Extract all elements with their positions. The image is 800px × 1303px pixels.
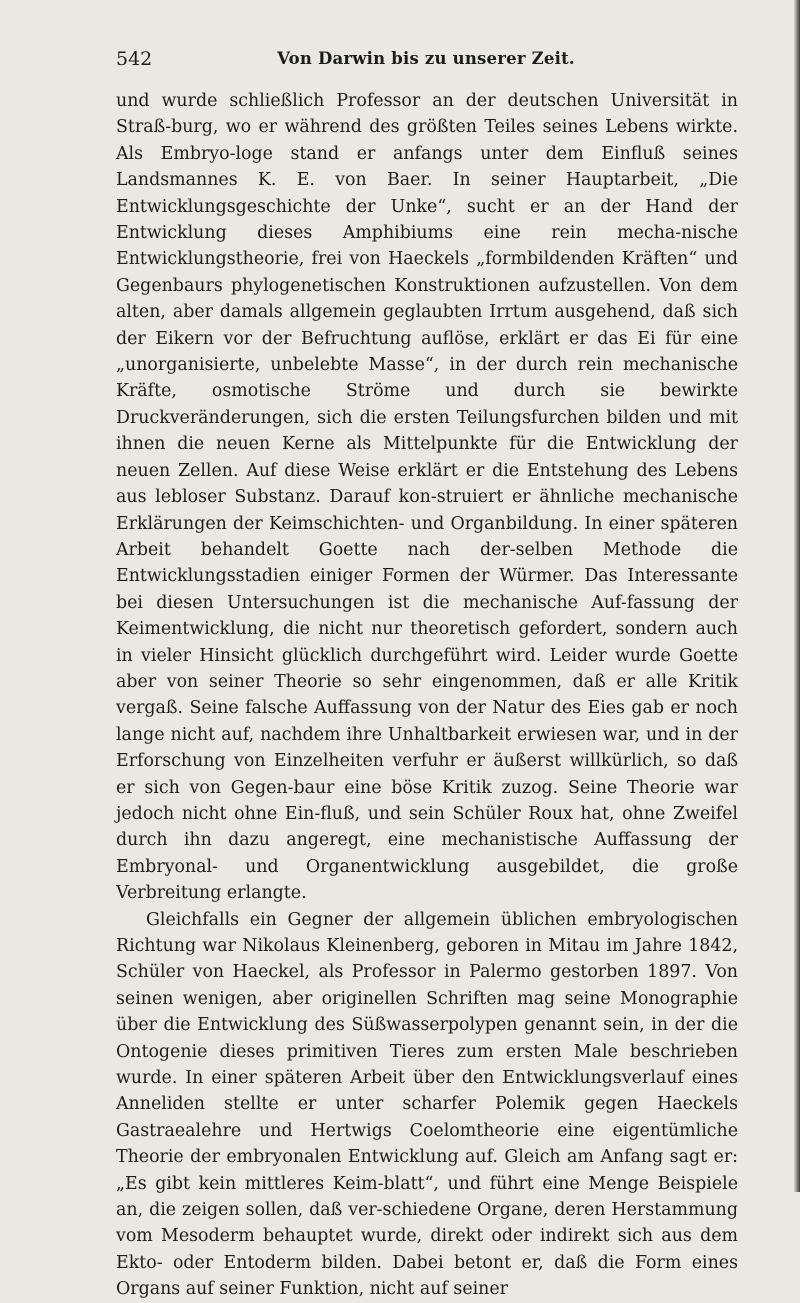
page-number: 542	[116, 48, 153, 70]
running-head: Von Darwin bis zu unserer Zeit.	[277, 49, 575, 68]
paragraph: Gleichfalls ein Gegner der allgemein üblichen embryologischen Richtung war Nikolaus Kleinenberg, geboren in Mitau im Jahre 1842, Schüler von Haeckel, als Professor in Palermo gestorben 1897. Von seinen wenigen, aber originellen Schriften mag seine Monographie über die Entwicklung des Süßwasserpolypen genannt sein, in der die Ontogenie dieses primitiven Tieres zum ersten Male beschrieben wurde. In einer späteren Arbeit über den Entwicklungsverlauf eines Anneliden stellte er unter scharfer Polemik gegen Haeckels Gastraealehre und Hertwigs Coelomtheorie eine eigentümliche Theorie der embryonalen Entwicklung auf. Gleich am Anfang sagt er: „Es gibt kein mittleres Keim-blatt“, und führt eine Menge Beispiele an, die zeigen sollen, daß ver-schiedene Organe, deren Herstammung vom Mesoderm behauptet wurde, direkt oder indirekt sich aus dem Ekto- oder Entoderm bilden. Dabei betont er, daß die Form eines Organs auf seiner Funktion, nicht auf seiner	[116, 909, 738, 1300]
page-edge	[794, 0, 800, 1192]
page-header	[116, 48, 736, 72]
body-text	[116, 88, 738, 1303]
paragraph: und wurde schließlich Professor an der deutschen Universität in Straß-burg, wo er während des größten Teiles seines Lebens wirkte. Als Embryo-loge stand er anfangs unter dem Einfluß seines Landsmannes K. E. von Baer. In seiner Hauptarbeit, „Die Entwicklungsgeschichte der Unke“, sucht er an der Hand der Entwicklung dieses Amphibiums eine rein mecha-nische Entwicklungstheorie, frei von Haeckels „formbildenden Kräften“ und Gegenbaurs phylogenetischen Konstruktionen aufzustellen. Von dem alten, aber damals allgemein geglaubten Irrtum ausgehend, daß sich der Eikern vor der Befruchtung auflöse, erklärt er das Ei für eine „unorganisierte, unbelebte Masse“, in der durch rein mechanische Kräfte, osmotische Ströme und durch sie bewirkte Druckveränderungen, sich die ersten Teilungsfurchen bilden und mit ihnen die neuen Kerne als Mittelpunkte für die Entwicklung der neuen Zellen. Auf diese Weise erklärt er die Entstehung des Lebens aus lebloser Substanz. Darauf kon-struiert er ähnliche mechanische Erklärungen der Keimschichten- und Organbildung. In einer späteren Arbeit behandelt Goette nach der-selben Methode die Entwicklungsstadien einiger Formen der Würmer. Das Interessante bei diesen Untersuchungen ist die mechanische Auf-fassung der Keimentwicklung, die nicht nur theoretisch gefordert, sondern auch in vieler Hinsicht glücklich durchgeführt wird. Leider wurde Goette aber von seiner Theorie so sehr eingenommen, daß er alle Kritik vergaß. Seine falsche Auffassung von der Natur des Eies gab er noch lange nicht auf, nachdem ihre Unhaltbarkeit erwiesen war, und in der Erforschung von Einzelheiten verfuhr er äußerst willkürlich, so daß er sich von Gegen-baur eine böse Kritik zuzog. Seine Theorie war jedoch nicht ohne Ein-fluß, und sein Schüler Roux hat, ohne Zweifel durch ihn dazu angeregt, eine mechanistische Auffassung der Embryonal- und Organentwicklung ausgebildet, die große Verbreitung erlangte.	[116, 91, 738, 904]
